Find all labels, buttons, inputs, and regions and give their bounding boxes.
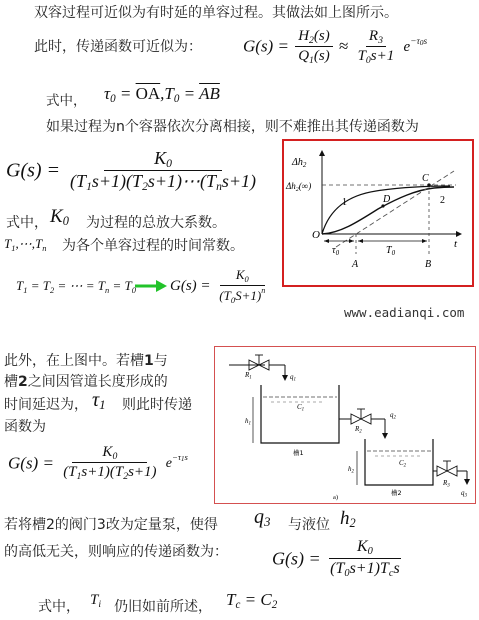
step-response-graph <box>284 141 472 285</box>
h2-symbol: $h_2$ <box>340 508 356 530</box>
later-line-4: 函数为 <box>4 419 46 435</box>
h1-label: $h_1$ <box>245 417 251 427</box>
pump-line-1: 若将槽2的阀门3改为定量泵，使得 <box>4 517 218 533</box>
origin-label: O <box>312 229 320 241</box>
y-axis-label: $\Delta h_2$ <box>292 157 307 169</box>
pump-line-1b: 与液位 <box>288 517 330 533</box>
point-d-label: D <box>383 194 391 205</box>
valve-r1-label: $R_1$ <box>245 371 252 381</box>
approx-label: 此时，传递函数可近似为： <box>34 39 202 55</box>
shizhong-last: 式中， <box>38 599 80 615</box>
h2-label: $h_2$ <box>348 465 354 475</box>
tank-diagram <box>215 347 475 503</box>
diagram-caption: a) <box>333 494 339 501</box>
flow-q3-label: $q_3$ <box>461 489 467 499</box>
green-arrow-icon <box>134 279 168 293</box>
later-line-1: 此外，在上图中。若槽1与 <box>4 353 168 369</box>
tau-definition: $\tau_0 = \overline{OA},T_0 = \overline{AB}$ <box>104 84 220 105</box>
k0-symbol: $K_0$ <box>50 206 69 228</box>
h-inf-label: $\Delta h_2(\infty)$ <box>286 181 312 193</box>
delay-formula: G(s) = $\frac{K_0}{(T_1s+1)(T_2s+1)}$ $e^{-\tau_1s}$ <box>8 444 188 483</box>
later-line-2: 槽2之间因管道长度形成的 <box>4 374 168 390</box>
equal-constants: $T_1 = T_2$ = ⋯ = $T_n = T_0$ <box>16 278 136 295</box>
tank-diagram-panel <box>214 346 476 504</box>
t0-label: $T_0$ <box>386 245 396 257</box>
tangent-line <box>336 171 454 247</box>
approx-formula: G(s) = $\frac{H_2(s)}{Q_1(s)}$ ≈ $\frac{R_3}{T_0s+1}$ $e^{-\tau_0s}$ <box>243 28 428 67</box>
point-b-label: B <box>425 259 432 270</box>
curve-2-label: 2 <box>440 195 445 206</box>
watermark-url: www.eadianqi.com <box>344 305 465 320</box>
pump-line-2: 的高低无关，则响应的传递函数为： <box>4 544 228 560</box>
point-c-label: C <box>422 173 429 184</box>
pump-formula: G(s) = $\frac{K_0}{(T_0s+1)T_cs}$ <box>272 538 400 579</box>
tau1-symbol: $\tau_1$ <box>92 389 106 412</box>
n-order-formula: G(s) = $\frac{K_0}{(T_1s+1)(T_2s+1)\cdots(T_ns+1)}$ <box>6 148 257 194</box>
later-line-3b: 则此时传递 <box>122 397 192 413</box>
flow-q2-label: $q_2$ <box>390 411 396 421</box>
c1-label: $C_1$ <box>297 403 305 413</box>
q3-symbol: $q_3$ <box>254 506 271 529</box>
equal-constant-formula: G(s) = $\frac{K_0}{(T_0S+1)^n}$ <box>170 267 266 305</box>
flow-q1-label: $q_1$ <box>290 373 296 383</box>
point-a-label: A <box>352 259 359 270</box>
intro-text: 双容过程可近似为有时延的单容过程。其做法如上图所示。 <box>34 5 398 21</box>
t-axis-label: t <box>454 238 458 250</box>
n-container-text: 如果过程为n个容器依次分离相接，则不难推出其传递函数为 <box>46 119 419 135</box>
step-response-panel <box>282 139 474 287</box>
tank2-label: 槽2 <box>391 489 402 497</box>
t-description: 为各个单容过程的时间常数。 <box>62 238 244 254</box>
c2-label: $C_2$ <box>399 459 407 469</box>
valve-r2-label: $R_2$ <box>355 425 362 435</box>
tank1-label: 槽1 <box>293 449 304 457</box>
valve-r3-label: $R_3$ <box>443 479 450 489</box>
ti-symbol: $T_i$ <box>90 592 102 610</box>
k0-description: 为过程的总放大系数。 <box>86 215 226 231</box>
k0-prefix: 式中， <box>6 215 48 231</box>
tau0-label: $\tau_0$ <box>332 245 340 257</box>
tc-equals-c2: $T_c = C_2$ <box>226 590 278 611</box>
last-desc: 仍旧如前所述， <box>114 599 212 615</box>
shizhong-1: 式中， <box>46 93 87 109</box>
t-symbols: $T_1,\cdots,T_n$ <box>4 236 47 253</box>
later-line-3: 时间延迟为， <box>4 397 88 413</box>
curve-1-label: 1 <box>342 197 347 208</box>
